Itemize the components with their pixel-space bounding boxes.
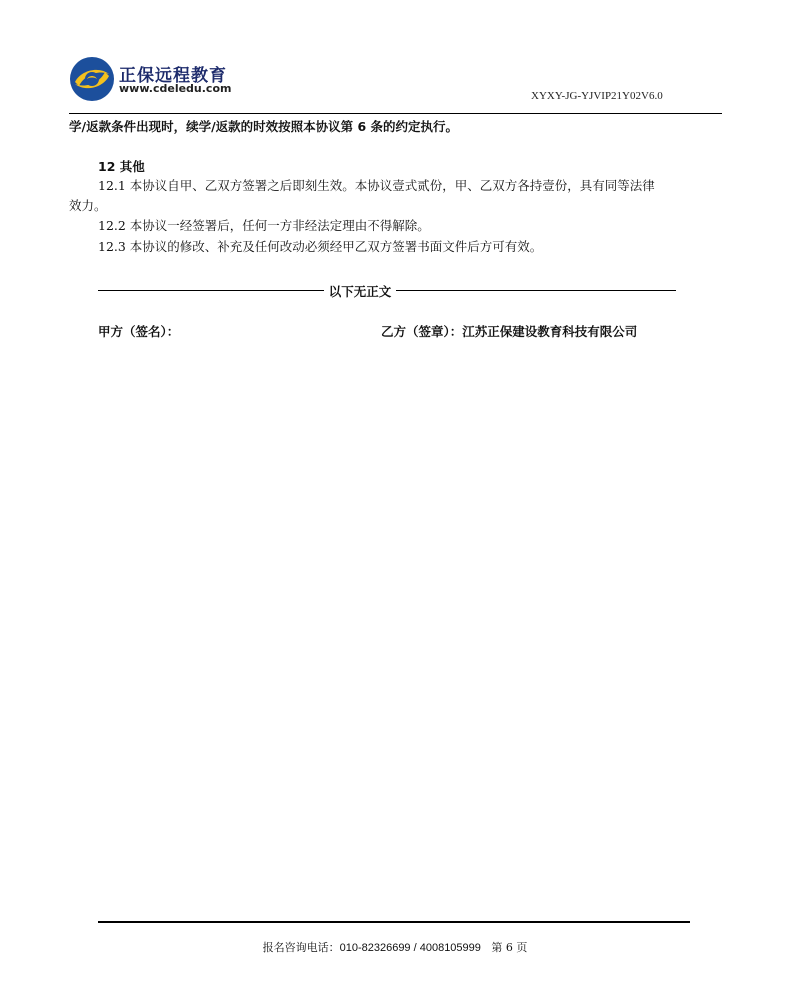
header-divider <box>69 113 722 114</box>
document-code: XYXY-JG-YJVIP21Y02V6.0 <box>531 90 663 102</box>
phone-numbers: 010-82326699 / 4008105999 <box>339 942 481 954</box>
footer-divider <box>98 921 690 923</box>
page-label-suffix: 页 <box>516 941 528 954</box>
carryover-text: 学/返款条件出现时，续学/返款的时效按照本协议第 6 条的约定执行。 <box>69 119 459 134</box>
page-header <box>0 0 790 115</box>
clause-12-3: 12.3 本协议的修改、补充及任何改动必须经甲乙双方签署书面文件后方可有效。 <box>98 239 543 254</box>
clause-12-2: 12.2 本协议一经签署后，任何一方非经法定理由不得解除。 <box>98 218 430 233</box>
page-footer <box>0 939 790 955</box>
logo-title: 正保远程教育 <box>119 66 227 86</box>
party-b-signature-label: 乙方（签章）：江苏正保建设教育科技有限公司 <box>381 324 638 339</box>
page-label-prefix: 第 <box>491 941 503 954</box>
page-number: 6 <box>505 941 513 954</box>
phone-label: 报名咨询电话： <box>262 941 340 954</box>
divider-line-left <box>98 290 324 291</box>
clause-12-1-line2: 效力。 <box>69 198 107 213</box>
party-a-signature-label: 甲方（签名）： <box>98 324 180 339</box>
logo-url: www.cdeledu.com <box>119 82 232 95</box>
divider-line-right <box>396 290 676 291</box>
section-title: 12 其他 <box>98 159 145 174</box>
clause-12-1-line1: 12.1 本协议自甲、乙双方签署之后即刻生效。本协议壹式贰份，甲、乙双方各持壹份，具有同等法律 <box>98 178 655 193</box>
end-of-text-divider <box>98 282 676 298</box>
end-marker: 以下无正文 <box>324 282 396 300</box>
company-logo-icon <box>69 56 115 102</box>
